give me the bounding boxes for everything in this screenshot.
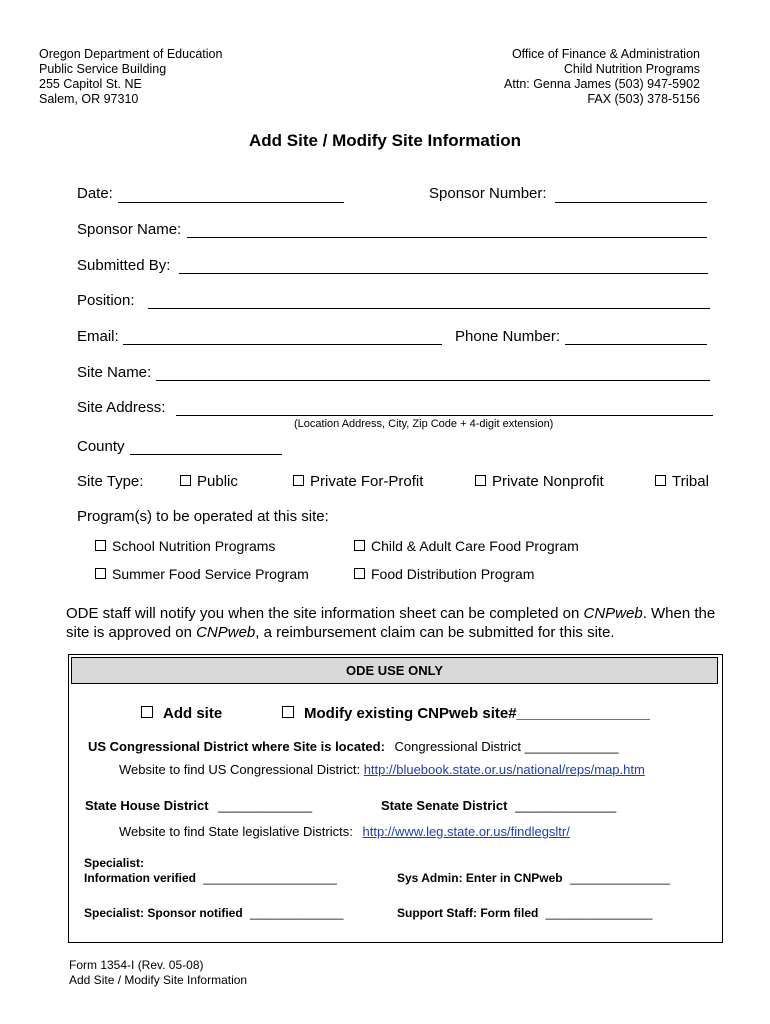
program-child-adult-care[interactable] bbox=[354, 538, 579, 554]
site-type-private-nonprofit[interactable] bbox=[475, 473, 604, 490]
senate-district-row bbox=[381, 798, 616, 813]
program-option-label: School Nutrition Programs bbox=[112, 538, 276, 554]
modify-site-option[interactable] bbox=[282, 705, 650, 722]
info-verified-field[interactable]: ____________________ bbox=[203, 871, 337, 885]
submitted-by-field[interactable] bbox=[179, 273, 708, 274]
date-label: Date: bbox=[77, 185, 113, 202]
support-staff-field[interactable]: ________________ bbox=[545, 906, 653, 920]
congressional-row bbox=[88, 739, 619, 754]
checkbox-icon[interactable] bbox=[141, 706, 153, 718]
program-option-label: Child & Adult Care Food Program bbox=[371, 538, 579, 554]
site-type-option-label: Private For-Profit bbox=[310, 473, 424, 490]
notification-note bbox=[66, 604, 736, 642]
sponsor-notified-row bbox=[84, 906, 343, 920]
note-emphasis: CNPweb bbox=[196, 624, 256, 641]
county-field[interactable] bbox=[130, 454, 282, 455]
site-address-label: Site Address: bbox=[77, 399, 166, 416]
header-left bbox=[39, 47, 222, 107]
note-line-2 bbox=[66, 623, 736, 642]
position-field[interactable] bbox=[148, 308, 710, 309]
page-title: Add Site / Modify Site Information bbox=[249, 131, 521, 150]
phone-number-field[interactable] bbox=[565, 344, 707, 345]
header-right-line: Attn: Genna James (503) 947-5902 bbox=[504, 77, 700, 91]
add-site-label: Add site bbox=[163, 705, 223, 722]
checkbox-icon[interactable] bbox=[293, 475, 304, 486]
note-text: . When the bbox=[642, 605, 716, 622]
program-school-nutrition[interactable] bbox=[95, 538, 275, 554]
county-label: County bbox=[77, 438, 125, 455]
info-verified-label: Information verified bbox=[84, 871, 197, 885]
site-type-option-label: Private Nonprofit bbox=[492, 473, 604, 490]
checkbox-icon[interactable] bbox=[354, 540, 365, 551]
form-number: Form 1354-I (Rev. 05-08) bbox=[69, 958, 204, 972]
form-footer bbox=[69, 958, 247, 988]
site-type-option-label: Public bbox=[197, 473, 238, 490]
site-type-option-label: Tribal bbox=[672, 473, 709, 490]
congressional-website-label: Website to find US Congressional District: bbox=[119, 762, 361, 777]
form-title: Add Site / Modify Site Information bbox=[69, 973, 248, 987]
site-type-public[interactable] bbox=[180, 473, 238, 490]
checkbox-icon[interactable] bbox=[475, 475, 486, 486]
header-left-line: 255 Capitol St. NE bbox=[39, 77, 142, 91]
checkbox-icon[interactable] bbox=[180, 475, 191, 486]
house-district-row bbox=[85, 798, 312, 813]
checkbox-icon[interactable] bbox=[95, 540, 106, 551]
ode-use-only-header bbox=[71, 657, 718, 684]
site-name-field[interactable] bbox=[156, 380, 710, 381]
senate-district-field[interactable]: ______________ bbox=[515, 798, 617, 813]
email-label: Email: bbox=[77, 328, 119, 345]
ode-use-only-heading: ODE USE ONLY bbox=[345, 663, 444, 678]
note-text: ODE staff will notify you when the site information sheet can be completed on bbox=[66, 605, 584, 622]
info-verified-row bbox=[84, 871, 337, 885]
note-text: site is approved on bbox=[66, 624, 197, 641]
specialist-label: Specialist: bbox=[84, 856, 145, 870]
date-field[interactable] bbox=[118, 202, 344, 203]
site-name-label: Site Name: bbox=[77, 364, 152, 381]
site-address-field[interactable] bbox=[176, 415, 713, 416]
congressional-website-row bbox=[119, 762, 645, 777]
modify-site-label: Modify existing CNPweb site#________________ bbox=[304, 705, 651, 722]
add-site-option[interactable] bbox=[141, 705, 222, 722]
note-text: , a reimbursement claim can be submitted for this site. bbox=[255, 624, 615, 641]
program-option-label: Summer Food Service Program bbox=[112, 566, 309, 582]
legislative-website-label: Website to find State legislative Districts: bbox=[119, 824, 353, 839]
email-field[interactable] bbox=[123, 344, 442, 345]
submitted-by-label: Submitted By: bbox=[77, 257, 171, 274]
legislative-website-link[interactable]: http://www.leg.state.or.us/findlegsltr/ bbox=[362, 824, 570, 839]
sponsor-number-field[interactable] bbox=[555, 202, 707, 203]
header-right-line: FAX (503) 378-5156 bbox=[587, 92, 700, 106]
sys-admin-label: Sys Admin: Enter in CNPweb bbox=[397, 871, 563, 885]
support-staff-label: Support Staff: Form filed bbox=[397, 906, 539, 920]
site-address-hint: (Location Address, City, Zip Code + 4-digit extension) bbox=[294, 418, 554, 430]
header-left-line: Salem, OR 97310 bbox=[39, 92, 139, 106]
house-district-label: State House District bbox=[85, 798, 209, 813]
header-right-line: Child Nutrition Programs bbox=[563, 62, 700, 76]
checkbox-icon[interactable] bbox=[655, 475, 666, 486]
site-type-private-for-profit[interactable] bbox=[293, 473, 423, 490]
sponsor-number-label: Sponsor Number: bbox=[429, 185, 547, 202]
header-right-line: Office of Finance & Administration bbox=[511, 47, 700, 61]
legislative-website-row bbox=[119, 824, 570, 839]
checkbox-icon[interactable] bbox=[354, 568, 365, 579]
sys-admin-row bbox=[397, 871, 670, 885]
sponsor-name-field[interactable] bbox=[187, 237, 707, 238]
sponsor-name-label: Sponsor Name: bbox=[77, 221, 182, 238]
program-food-distribution[interactable] bbox=[354, 566, 534, 582]
header-right bbox=[504, 47, 700, 107]
position-label: Position: bbox=[77, 292, 135, 309]
note-line-1 bbox=[66, 604, 736, 623]
sponsor-notified-label: Specialist: Sponsor notified bbox=[84, 906, 243, 920]
program-option-label: Food Distribution Program bbox=[371, 566, 535, 582]
programs-label: Program(s) to be operated at this site: bbox=[77, 508, 329, 525]
phone-number-label: Phone Number: bbox=[455, 328, 561, 345]
note-emphasis: CNPweb bbox=[583, 605, 643, 622]
checkbox-icon[interactable] bbox=[282, 706, 294, 718]
congressional-district-field[interactable]: Congressional District _____________ bbox=[394, 739, 619, 754]
checkbox-icon[interactable] bbox=[95, 568, 106, 579]
house-district-field[interactable]: _____________ bbox=[218, 798, 313, 813]
program-summer-food-service[interactable] bbox=[95, 566, 309, 582]
sponsor-notified-field[interactable]: ______________ bbox=[250, 906, 344, 920]
site-type-tribal[interactable] bbox=[655, 473, 709, 490]
congressional-website-link[interactable]: http://bluebook.state.or.us/national/reps/map.htm bbox=[363, 762, 645, 777]
congressional-label: US Congressional District where Site is located: bbox=[88, 739, 385, 754]
header-left-line: Public Service Building bbox=[39, 62, 167, 76]
site-type-label: Site Type: bbox=[77, 473, 144, 490]
support-staff-row bbox=[397, 906, 652, 920]
senate-district-label: State Senate District bbox=[381, 798, 508, 813]
header-left-line: Oregon Department of Education bbox=[39, 47, 223, 61]
sys-admin-field[interactable]: _______________ bbox=[569, 871, 671, 885]
